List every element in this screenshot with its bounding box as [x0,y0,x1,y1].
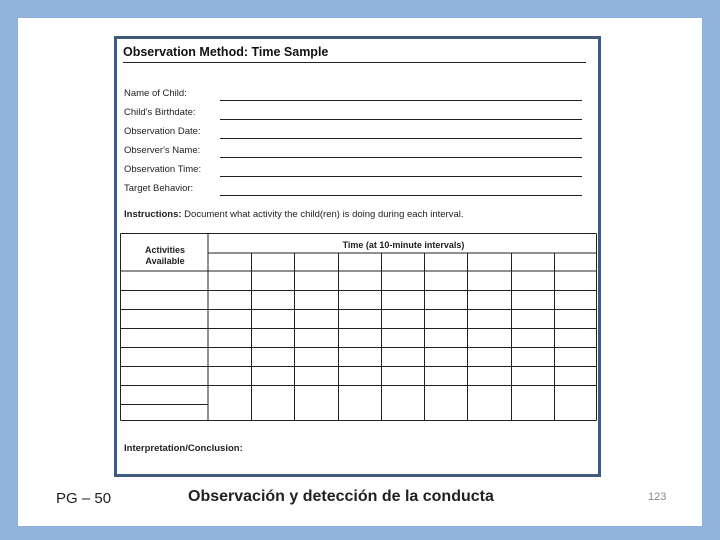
instructions [124,209,464,220]
field-label-name-of-child: Name of Child: [124,88,187,99]
form-title: Observation Method: Time Sample [123,45,329,59]
field-label-child-birthdate: Child's Birthdate: [124,107,196,118]
field-label-observation-time: Observation Time: [124,164,202,175]
time-sample-table [120,233,597,421]
interpretation-label: Interpretation/Conclusion: [124,443,243,454]
field-line-observation-time[interactable] [220,176,582,177]
observation-form [114,36,601,477]
activities-header-line2: Available [145,256,185,266]
footer-left-label: PG – 50 [56,490,112,507]
footer-center-title: Observación y detección de la conducta [188,488,494,505]
time-intervals-header: Time (at 10-minute intervals) [342,240,465,250]
field-label-observation-date: Observation Date: [124,126,201,137]
field-label-observer-name: Observer's Name: [124,145,201,156]
activities-header-line1: Activities [144,245,186,255]
field-line-observer-name[interactable] [220,157,582,158]
field-label-target-behavior: Target Behavior: [124,183,194,194]
instructions-text: Document what activity the child(ren) is doing during each interval. [181,209,464,220]
page-number: 123 [648,491,667,503]
slide [18,18,702,526]
field-line-target-behavior[interactable] [220,195,582,196]
title-rule [123,62,586,63]
field-line-child-birthdate[interactable] [220,119,582,120]
activities-header [130,245,200,267]
field-line-name-of-child[interactable] [220,100,582,101]
instructions-label: Instructions: [124,209,182,220]
field-line-observation-date[interactable] [220,138,582,139]
